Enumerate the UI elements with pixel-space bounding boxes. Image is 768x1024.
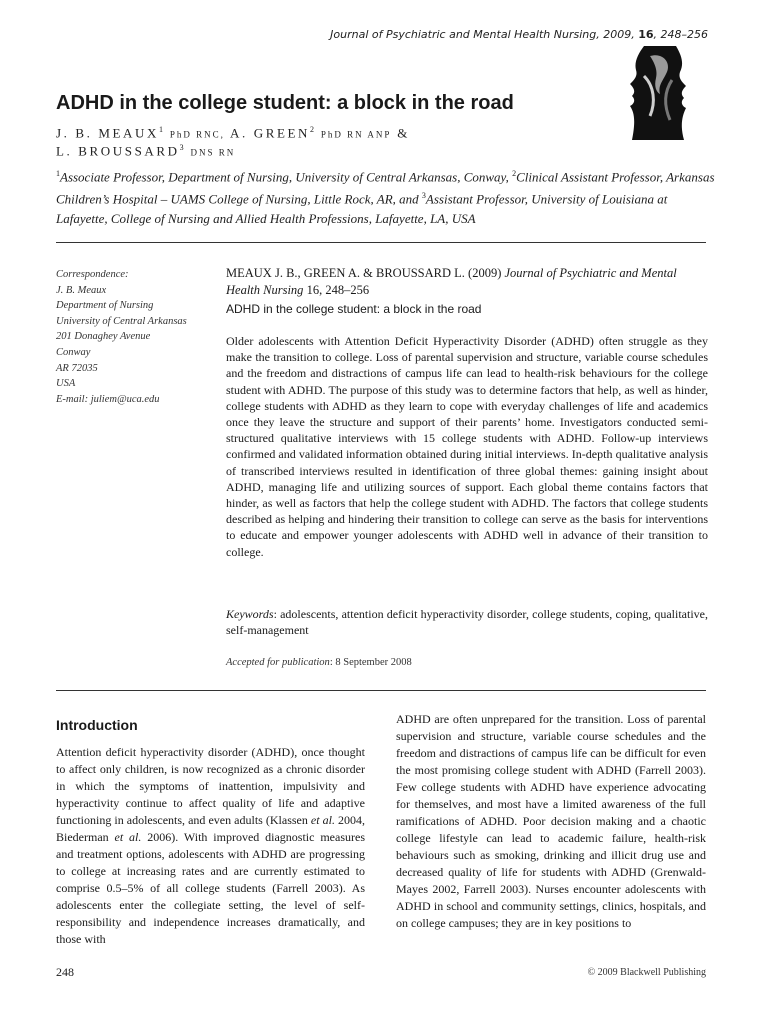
- author-sup: 2: [310, 125, 316, 134]
- journal-running-header: [330, 28, 708, 41]
- correspondence-line: J. B. Meaux: [56, 284, 107, 296]
- author-sup: 1: [159, 125, 164, 134]
- authors-line-1: [56, 125, 410, 141]
- keywords-block: [226, 606, 708, 638]
- correspondence-block: [56, 267, 216, 407]
- body-text-italic: et al.: [310, 813, 335, 827]
- divider-rule: [56, 242, 706, 243]
- affiliation-sup: 3: [421, 191, 426, 201]
- correspondence-line: Conway: [56, 346, 91, 358]
- author-affiliations: [56, 164, 716, 228]
- author-credentials: DNS RN: [190, 147, 236, 158]
- accepted-date-line: [226, 657, 412, 668]
- body-text: 2004, Biederman: [56, 813, 365, 844]
- author-name: J. B. MEAUX: [56, 125, 159, 141]
- body-text: Attention deficit hyperactivity disorder (ADHD), once thought to affect only children, is now recognized as a chronic disorder in which the symptoms of inattention, impulsivity and hyperactivity continue to affect quality of life and adaptive functioning in adolescents, and even adults (Klassen: [56, 745, 365, 827]
- affiliation-sup: 2: [512, 169, 517, 178]
- accepted-separator: :: [329, 657, 336, 668]
- journal-logo-image: [614, 46, 704, 140]
- citation-title: ADHD in the college student: a block in the road: [226, 302, 482, 316]
- correspondence-line: 201 Donaghey Avenue: [56, 331, 151, 343]
- citation-authors: MEAUX J. B., GREEN A. & BROUSSARD L. (2009): [226, 266, 505, 280]
- journal-pages: , 248–256: [653, 28, 708, 41]
- keywords-text: adolescents, attention deficit hyperactivity disorder, college students, coping, qualitative, self-management: [226, 607, 708, 638]
- journal-volume: 16: [638, 28, 654, 41]
- author-sup: 3: [179, 143, 185, 152]
- keywords-separator: :: [273, 607, 281, 621]
- correspondence-line: USA: [56, 378, 76, 390]
- body-column-left: [56, 744, 365, 948]
- citation-reference: [226, 265, 708, 299]
- author-name: L. BROUSSARD: [56, 143, 180, 159]
- affiliation-sup: 1: [56, 169, 60, 178]
- journal-name: Journal of Psychiatric and Mental Health Nursing: [330, 28, 597, 41]
- citation-volume: 16: [303, 283, 320, 297]
- body-text: 2006). With improved diagnostic measures and treatment options, adolescents with ADHD are progressing to college at increasing rates and are currently estimated to comprise 0.5–5% of all college students (Farrell 2003). As adolescents enter the collegiate setting, the level of self-responsibility and independence increases dramatically, and those with: [56, 830, 365, 946]
- copyright-notice: © 2009 Blackwell Publishing: [587, 967, 706, 978]
- correspondence-line: University of Central Arkansas: [56, 315, 187, 327]
- body-column-right: ADHD are often unprepared for the transition. Loss of parental supervision and structure, variable course schedules and the freedom and distractions of campus life can be difficult for even the most promising college student with ADHD (Farrell 2003). Few college students with ADHD have experience advocating for themselves, and most have a limited awareness of the full ramifications of ADHD. Poor decision making and a chaotic college lifestyle can lead to academic failure, health-risk behaviours such as smoking, drinking and illicit drug use and decreased quality of life for students with ADHD (Grenwald-Mayes 2002, Farrell 2003). Nurses encounter adolescents with ADHD in school and community settings, clinics, hospitals, and on college campuses; they are in key positions to: [396, 712, 706, 930]
- citation-journal: Journal of Psychiatric and Mental Health Nursing: [226, 266, 677, 297]
- keywords-label: Keywords: [226, 607, 274, 621]
- section-heading-introduction: Introduction: [56, 717, 138, 733]
- author-ampersand: &: [397, 125, 410, 141]
- correspondence-line: Department of Nursing: [56, 300, 154, 312]
- author-credentials: PhD RNC,: [169, 129, 225, 140]
- journal-year: , 2009,: [596, 28, 639, 41]
- article-title: ADHD in the college student: a block in the road: [56, 92, 514, 114]
- author-credentials: PhD RN ANP: [320, 129, 392, 140]
- citation-pages: , 248–256: [319, 283, 370, 297]
- affiliation-text: Clinical Assistant Professor, Arkansas Children’s Hospital – UAMS College of Nursing, Little Rock, AR, and: [56, 169, 715, 207]
- correspondence-label: Correspondence:: [56, 269, 129, 280]
- accepted-date: 8 September 2008: [335, 657, 412, 668]
- author-name: A. GREEN: [230, 125, 311, 141]
- correspondence-line: AR 72035: [56, 362, 98, 374]
- abstract-text: Older adolescents with Attention Deficit Hyperactivity Disorder (ADHD) often struggle as they make the transition to college. Loss of parental supervision and structure, variable course schedules and the freedom and distractions of campus life can lead to health-risk behaviours for the college student with ADHD. The purpose of this study was to determine factors that help, as well as hinder, college students with ADHD as they learn to cope with everyday challenges of life and academics once they leave the structure and support of their parents’ home. Investigators conducted semi-structured qualitative interviews with 15 college students with ADHD. Follow-up interviews confirmed and validated information obtained during initial interviews. In-depth qualitative analysis of transcribed interviews resulted in identification of three global themes: gaining insight about ADHD, managing life and utilizing sources of support. Each global theme contains factors that hinder, as well as factors that help the college student with ADHD. The factors that college students described as helping and hindering their transition to college can serve as the basis for interventions to educate and empower younger adolescents with ADHD well in advance of their transition to college.: [226, 334, 708, 559]
- divider-rule: [56, 690, 706, 691]
- page-number: 248: [56, 965, 74, 979]
- authors-line-2: [56, 143, 235, 159]
- citation-block: [226, 265, 708, 318]
- affiliation-text: Associate Professor, Department of Nursing, University of Central Arkansas, Conway,: [60, 169, 513, 185]
- body-text-italic: et al.: [114, 830, 142, 844]
- correspondence-email: E-mail: juliem@uca.edu: [56, 393, 160, 405]
- affiliation-text: Assistant Professor, University of Louisiana at Lafayette, College of Nursing and Allied Health Professions, Lafayette, LA, USA: [56, 191, 668, 226]
- accepted-label: Accepted for publication: [226, 657, 330, 668]
